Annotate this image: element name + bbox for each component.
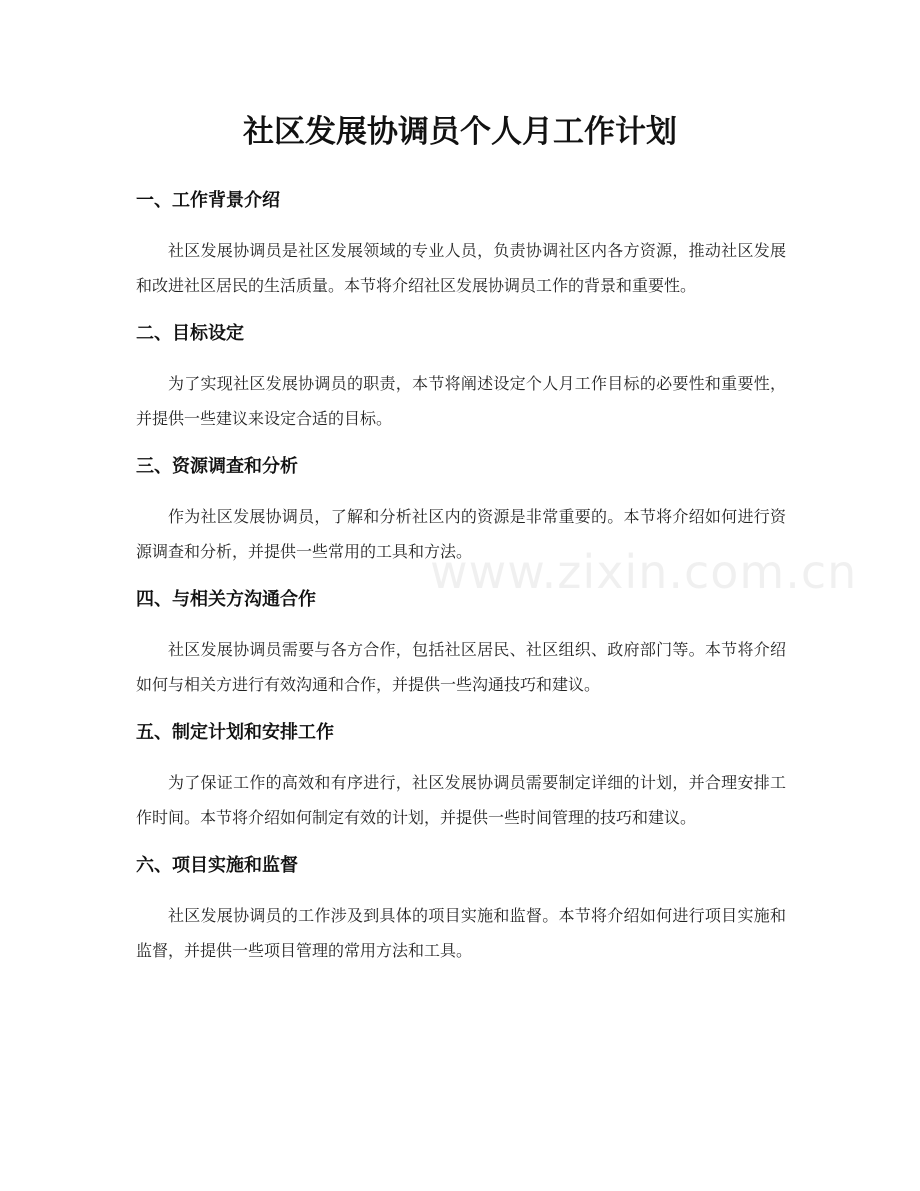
section-goals (136, 309, 786, 436)
section-heading: 六、项目实施和监督 (136, 855, 298, 876)
document-sections (136, 176, 786, 974)
section-heading: 二、目标设定 (136, 323, 244, 344)
section-background (136, 176, 786, 303)
section-body: 作为社区发展协调员，了解和分析社区内的资源是非常重要的。本节将介绍如何进行资源调查和分析，并提供一些常用的工具和方法。 (136, 507, 786, 561)
section-heading: 五、制定计划和安排工作 (136, 722, 334, 743)
section-body: 为了实现社区发展协调员的职责，本节将阐述设定个人月工作目标的必要性和重要性，并提供一些建议来设定合适的目标。 (136, 374, 786, 428)
section-heading: 三、资源调查和分析 (136, 456, 298, 477)
section-planning (136, 708, 786, 835)
section-body: 社区发展协调员需要与各方合作，包括社区居民、社区组织、政府部门等。本节将介绍如何与相关方进行有效沟通和合作，并提供一些沟通技巧和建议。 (136, 640, 786, 694)
section-implementation (136, 841, 786, 968)
watermark: www.zixin.com.cn (430, 545, 858, 599)
section-body: 社区发展协调员的工作涉及到具体的项目实施和监督。本节将介绍如何进行项目实施和监督，并提供一些项目管理的常用方法和工具。 (136, 906, 786, 960)
section-body: 为了保证工作的高效和有序进行，社区发展协调员需要制定详细的计划，并合理安排工作时间。本节将介绍如何制定有效的计划，并提供一些时间管理的技巧和建议。 (136, 773, 786, 827)
section-heading: 四、与相关方沟通合作 (136, 589, 316, 610)
section-resources (136, 442, 786, 569)
section-communication (136, 575, 786, 702)
section-heading: 一、工作背景介绍 (136, 190, 280, 211)
document-title: 社区发展协调员个人月工作计划 (243, 114, 677, 150)
section-body: 社区发展协调员是社区发展领域的专业人员，负责协调社区内各方资源，推动社区发展和改进社区居民的生活质量。本节将介绍社区发展协调员工作的背景和重要性。 (136, 241, 786, 295)
